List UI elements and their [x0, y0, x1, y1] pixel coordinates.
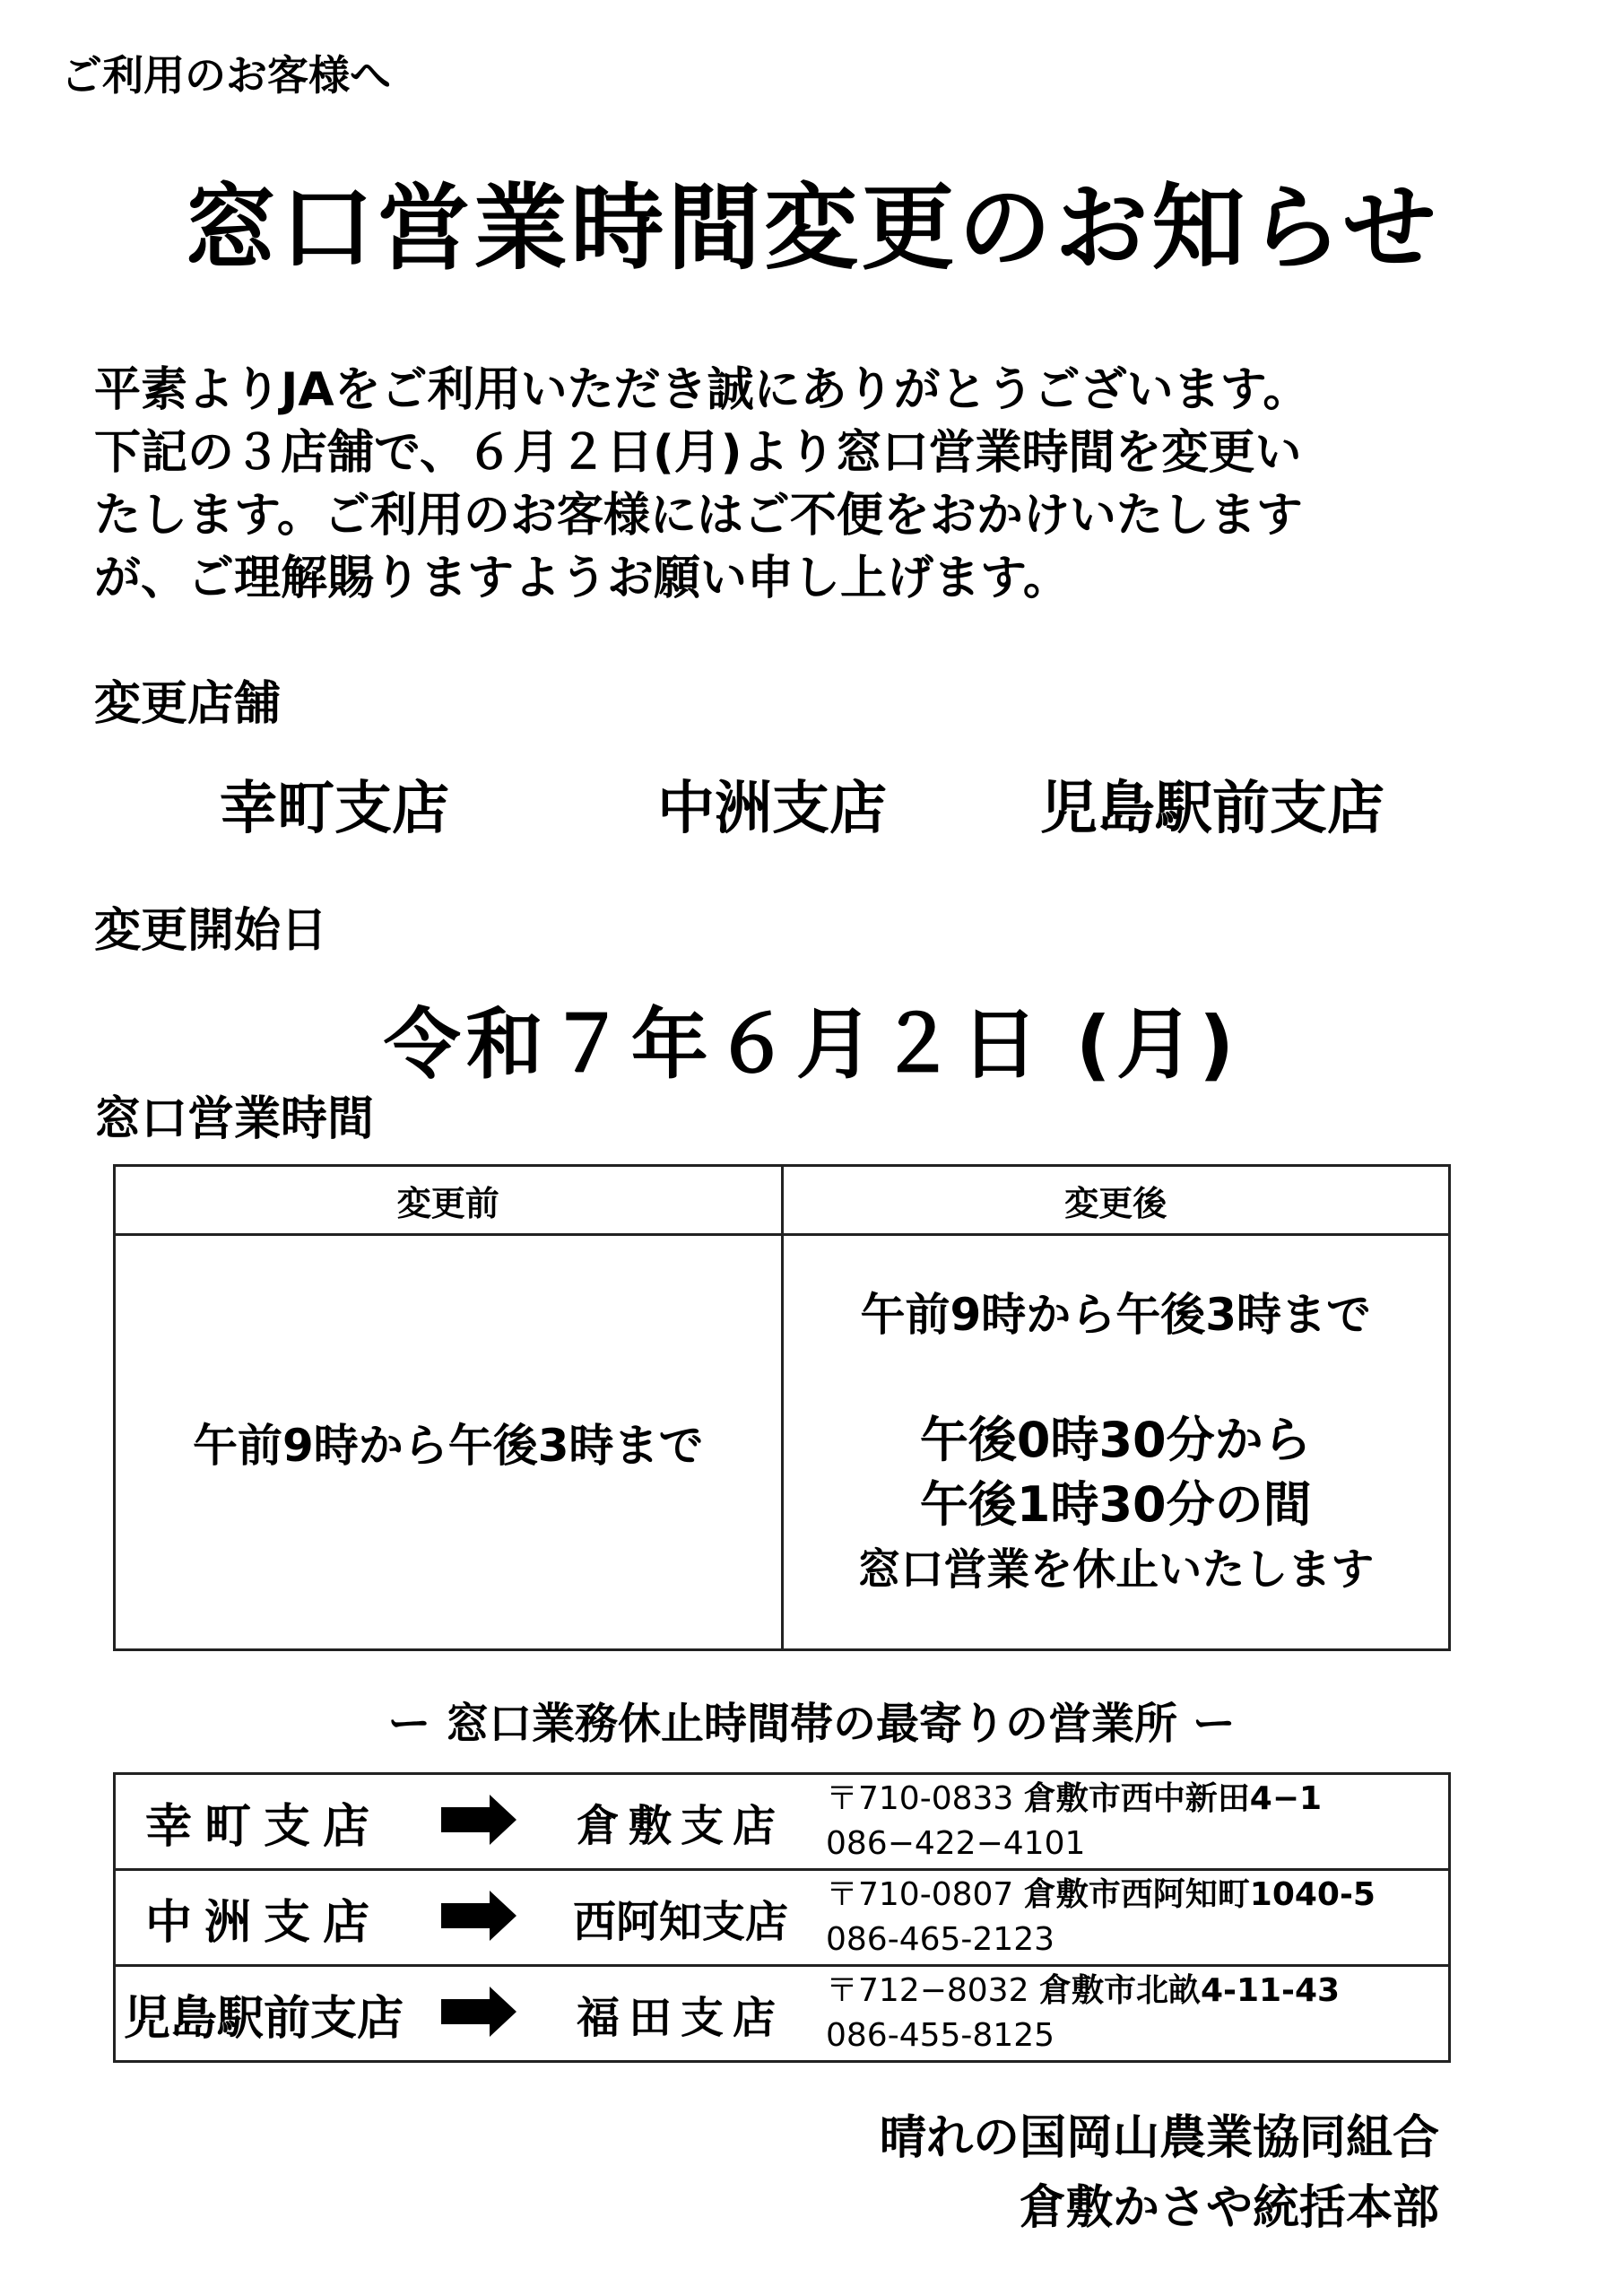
phone-number: 086-455-8125 [826, 2017, 1055, 2054]
header-before: 変更前 [115, 1166, 783, 1235]
store-name: 幸町支店 [220, 776, 449, 842]
hours-after [782, 1235, 1450, 1650]
footer-signature [880, 2103, 1439, 2243]
address: 倉敷市北畝4-11-43 [1038, 1972, 1341, 2009]
nearest-branch: 西阿知支店 [546, 1870, 815, 1966]
store-name: 児島駅前支店 [1040, 776, 1384, 842]
address: 倉敷市西中新田4−1 [1023, 1780, 1323, 1817]
closed-branch: 幸町支店 [115, 1774, 412, 1870]
phone-number: 086−422−4101 [826, 1825, 1086, 1862]
table-row [115, 1774, 1450, 1870]
store-name: 中洲支店 [657, 776, 887, 842]
arrow-right-icon [441, 1795, 516, 1845]
phone-number: 086-465-2123 [826, 1921, 1055, 1958]
start-date-label: 変更開始日 [94, 904, 328, 958]
page-title: 窓口営業時間変更のお知らせ [183, 173, 1440, 283]
header-after: 変更後 [782, 1166, 1450, 1235]
hours-before [115, 1235, 783, 1650]
break-start: 午後0時30分から [919, 1412, 1312, 1468]
start-date: 令和７年６月２日 (月) [383, 1000, 1240, 1090]
postal-code: 〒710-0807 [826, 1876, 1014, 1913]
intro-line: が、ご理解賜りますようお願い申し上げます。 [94, 552, 1070, 605]
hours-label: 窓口営業時間 [94, 1092, 375, 1146]
hours-table-header [115, 1166, 1450, 1235]
hours-table [113, 1164, 1451, 1651]
organization-name: 晴れの国岡山農業協同組合 [879, 2111, 1439, 2165]
postal-code: 〒712−8032 [826, 1972, 1029, 2009]
hours-table-row [115, 1235, 1450, 1650]
intro-line: たします。ご利用のお客様にはご不便をおかけいたします [94, 489, 1303, 543]
arrow-right-icon [441, 1987, 516, 2037]
department-name: 倉敷かさや統括本部 [1019, 2181, 1439, 2235]
closed-branch: 児島駅前支店 [115, 1966, 412, 2062]
intro-line: 平素よりJAをご利用いただき誠にありがとうございます。 [94, 363, 1310, 417]
branch-contact [815, 1870, 1450, 1966]
branch-contact [815, 1966, 1450, 2062]
closed-branch: 中洲支店 [115, 1870, 412, 1966]
intro-line: 下記の３店舗で、６月２日(月)より窓口営業時間を変更い [94, 426, 1302, 480]
break-end: 午後1時30分の間 [919, 1476, 1312, 1533]
nearest-branch: 福田支店 [546, 1966, 815, 2062]
hours-before-text: 午前9時から午後3時まで [192, 1420, 704, 1472]
stores-label: 変更店舗 [94, 677, 282, 731]
intro-paragraph [94, 359, 1493, 610]
branch-contact [815, 1774, 1450, 1870]
postal-code: 〒710-0833 [826, 1780, 1014, 1817]
address: 倉敷市西阿知町1040-5 [1023, 1876, 1376, 1913]
nearest-branches-title: ー 窓口業務休止時間帯の最寄りの営業所 ー [387, 1699, 1236, 1749]
greeting: ご利用のお客様へ [61, 51, 391, 100]
arrow-right-icon [441, 1891, 516, 1941]
hours-after-text: 午前9時から午後3時まで [860, 1289, 1372, 1341]
nearest-branches-table [113, 1772, 1451, 2063]
table-row [115, 1966, 1450, 2062]
table-row [115, 1870, 1450, 1966]
break-note: 窓口営業を休止いたします [857, 1544, 1375, 1595]
nearest-branch: 倉敷支店 [546, 1774, 815, 1870]
